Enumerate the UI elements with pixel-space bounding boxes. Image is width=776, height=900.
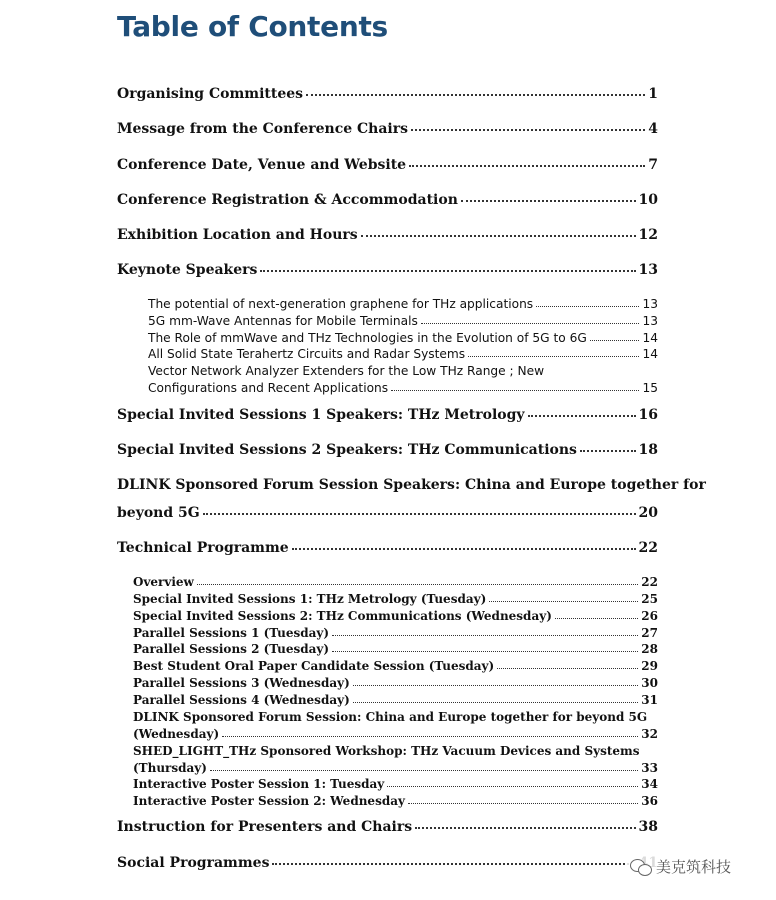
dot-leader [272, 863, 635, 865]
dot-leader [468, 356, 639, 357]
dot-leader [332, 651, 638, 652]
toc-entry-page: 22 [638, 540, 658, 556]
toc-entry-page: 27 [641, 626, 658, 640]
toc-entry-page: 13 [642, 314, 658, 328]
dot-leader [292, 548, 636, 550]
toc-entry-title: Special Invited Sessions 2: THz Communications (Wednesday) [133, 609, 552, 623]
toc-entry-title: Special Invited Sessions 1: THz Metrology (Tuesday) [133, 592, 487, 606]
toc-entry-page: 12 [638, 227, 658, 243]
toc-keynote-entry[interactable] [148, 381, 658, 395]
wechat-icon [630, 858, 652, 876]
dot-leader [353, 685, 639, 686]
toc-entry-page: 38 [638, 819, 658, 835]
watermark-text: 美克筑科技 [656, 858, 732, 876]
toc-entry-exhibition[interactable] [117, 227, 658, 243]
dot-leader [590, 340, 640, 341]
dot-leader [489, 601, 638, 602]
toc-programme-entry[interactable] [133, 761, 658, 775]
dot-leader [387, 786, 638, 787]
toc-keynote-entry[interactable] [148, 347, 658, 361]
toc-entry-page: 30 [641, 676, 658, 690]
toc-entry-keynote-speakers[interactable] [117, 262, 658, 278]
dot-leader [536, 306, 639, 307]
toc-programme-entry[interactable] [133, 592, 658, 606]
dot-leader [203, 513, 636, 515]
toc-programme-entry[interactable] [133, 693, 658, 707]
toc-entry-title: Conference Date, Venue and Website [117, 157, 407, 173]
toc-entry-page: 34 [641, 777, 658, 791]
dot-leader [528, 415, 636, 417]
toc-programme-entry[interactable] [133, 609, 658, 623]
toc-entry-page: 20 [638, 505, 658, 521]
toc-programme-entry[interactable] [133, 794, 658, 808]
toc-entry-title: Interactive Poster Session 2: Wednesday [133, 794, 405, 808]
toc-entry-title: Overview [133, 575, 194, 589]
toc-entry-dlink-forum-line1[interactable]: DLINK Sponsored Forum Session Speakers: China and Europe together for [117, 477, 706, 493]
page-title: Table of Contents [117, 10, 388, 43]
toc-entry-technical-programme[interactable] [117, 540, 658, 556]
dot-leader [411, 129, 645, 131]
toc-entry-special-sessions-2[interactable] [117, 442, 658, 458]
dot-leader [421, 323, 640, 324]
toc-entry-title: Organising Committees [117, 86, 304, 102]
toc-entry-title: Parallel Sessions 2 (Tuesday) [133, 642, 330, 656]
toc-programme-entry[interactable] [133, 626, 658, 640]
toc-entry-title: Parallel Sessions 4 (Wednesday) [133, 693, 350, 707]
toc-programme-entry[interactable] [133, 676, 658, 690]
dot-leader [580, 450, 636, 452]
dot-leader [409, 165, 645, 167]
toc-entry-title: Exhibition Location and Hours [117, 227, 358, 243]
toc-keynote-entry[interactable] [148, 297, 658, 311]
dot-leader [222, 736, 638, 737]
toc-entry-title: Best Student Oral Paper Candidate Session (Tuesday) [133, 659, 495, 673]
toc-entry-title: The potential of next-generation graphene for THz applications [148, 297, 534, 311]
toc-entry-page: 16 [638, 407, 658, 423]
dot-leader [497, 668, 638, 669]
dot-leader [353, 702, 639, 703]
toc-entry-title: Message from the Conference Chairs [117, 121, 408, 137]
toc-entry-title: 5G mm-Wave Antennas for Mobile Terminals [148, 314, 418, 328]
toc-entry-organising-committees[interactable] [117, 86, 658, 102]
toc-entry-title: The Role of mmWave and THz Technologies in the Evolution of 5G to 6G [148, 331, 587, 345]
dot-leader [461, 200, 636, 202]
toc-programme-entry[interactable] [133, 777, 658, 791]
toc-entry-title: Conference Registration & Accommodation [117, 192, 458, 208]
toc-entry-page: 22 [641, 575, 658, 589]
toc-entry-page: 33 [641, 761, 658, 775]
toc-entry-page: 1 [648, 86, 658, 102]
dot-leader [391, 390, 639, 391]
dot-leader [210, 770, 638, 771]
toc-entry-title: Special Invited Sessions 2 Speakers: THz Communications [117, 442, 577, 458]
dot-leader [260, 270, 635, 272]
toc-entry-title: Configurations and Recent Applications [148, 381, 389, 395]
toc-programme-entry[interactable] [133, 727, 658, 741]
toc-entry-special-sessions-1[interactable] [117, 407, 658, 423]
toc-entry-page: 10 [638, 192, 658, 208]
toc-entry-page: 18 [638, 442, 658, 458]
toc-entry-title: beyond 5G [117, 505, 200, 521]
toc-programme-entry[interactable] [133, 642, 658, 656]
toc-entry-title: Parallel Sessions 3 (Wednesday) [133, 676, 350, 690]
watermark [626, 856, 735, 877]
dot-leader [408, 803, 638, 804]
toc-entry-page: 15 [642, 381, 658, 395]
toc-programme-entry-line1[interactable]: DLINK Sponsored Forum Session: China and Europe together for beyond 5G [133, 710, 648, 724]
toc-keynote-entry[interactable] [148, 331, 658, 345]
dot-leader [332, 635, 638, 636]
dot-leader [306, 94, 645, 96]
toc-entry-title: (Wednesday) [133, 727, 220, 741]
toc-entry-page: 7 [648, 157, 658, 173]
toc-entry-page: 26 [641, 609, 658, 623]
toc-entry-page: 14 [642, 347, 658, 361]
toc-entry-page: 31 [641, 693, 658, 707]
toc-entry-social-programmes[interactable] [117, 855, 658, 871]
toc-entry-message-chairs[interactable] [117, 121, 658, 137]
dot-leader [415, 827, 635, 829]
toc-entry-title: Parallel Sessions 1 (Tuesday) [133, 626, 330, 640]
toc-entry-page: 36 [641, 794, 658, 808]
toc-entry-title: Instruction for Presenters and Chairs [117, 819, 413, 835]
toc-entry-title: Technical Programme [117, 540, 289, 556]
toc-entry-page: 29 [641, 659, 658, 673]
toc-keynote-entry[interactable] [148, 314, 658, 328]
toc-entry-registration[interactable] [117, 192, 658, 208]
toc-entry-title: Interactive Poster Session 1: Tuesday [133, 777, 385, 791]
toc-entry-title: All Solid State Terahertz Circuits and Radar Systems [148, 347, 466, 361]
toc-entry-page: 13 [642, 297, 658, 311]
dot-leader [555, 618, 638, 619]
toc-entry-title: (Thursday) [133, 761, 207, 775]
toc-entry-page: 32 [641, 727, 658, 741]
toc-programme-entry[interactable] [133, 659, 658, 673]
toc-entry-conference-date[interactable] [117, 157, 658, 173]
toc-entry-page: 14 [642, 331, 658, 345]
toc-keynote-entry-line1[interactable]: Vector Network Analyzer Extenders for the Low THz Range ; New [148, 364, 545, 378]
dot-leader [361, 235, 636, 237]
toc-programme-entry[interactable] [133, 575, 658, 589]
toc-entry-instructions[interactable] [117, 819, 658, 835]
toc-programme-entry-line1[interactable]: SHED_LIGHT_THz Sponsored Workshop: THz Vacuum Devices and Systems [133, 744, 640, 758]
toc-entry-page: 13 [638, 262, 658, 278]
dot-leader [197, 584, 638, 585]
toc-entry-page: 25 [641, 592, 658, 606]
toc-entry-page: 28 [641, 642, 658, 656]
toc-entry-title: Special Invited Sessions 1 Speakers: THz Metrology [117, 407, 525, 423]
toc-entry-title: Social Programmes [117, 855, 270, 871]
toc-entry-title: Keynote Speakers [117, 262, 258, 278]
toc-entry-page: 4 [648, 121, 658, 137]
toc-entry-dlink-forum[interactable] [117, 505, 658, 521]
